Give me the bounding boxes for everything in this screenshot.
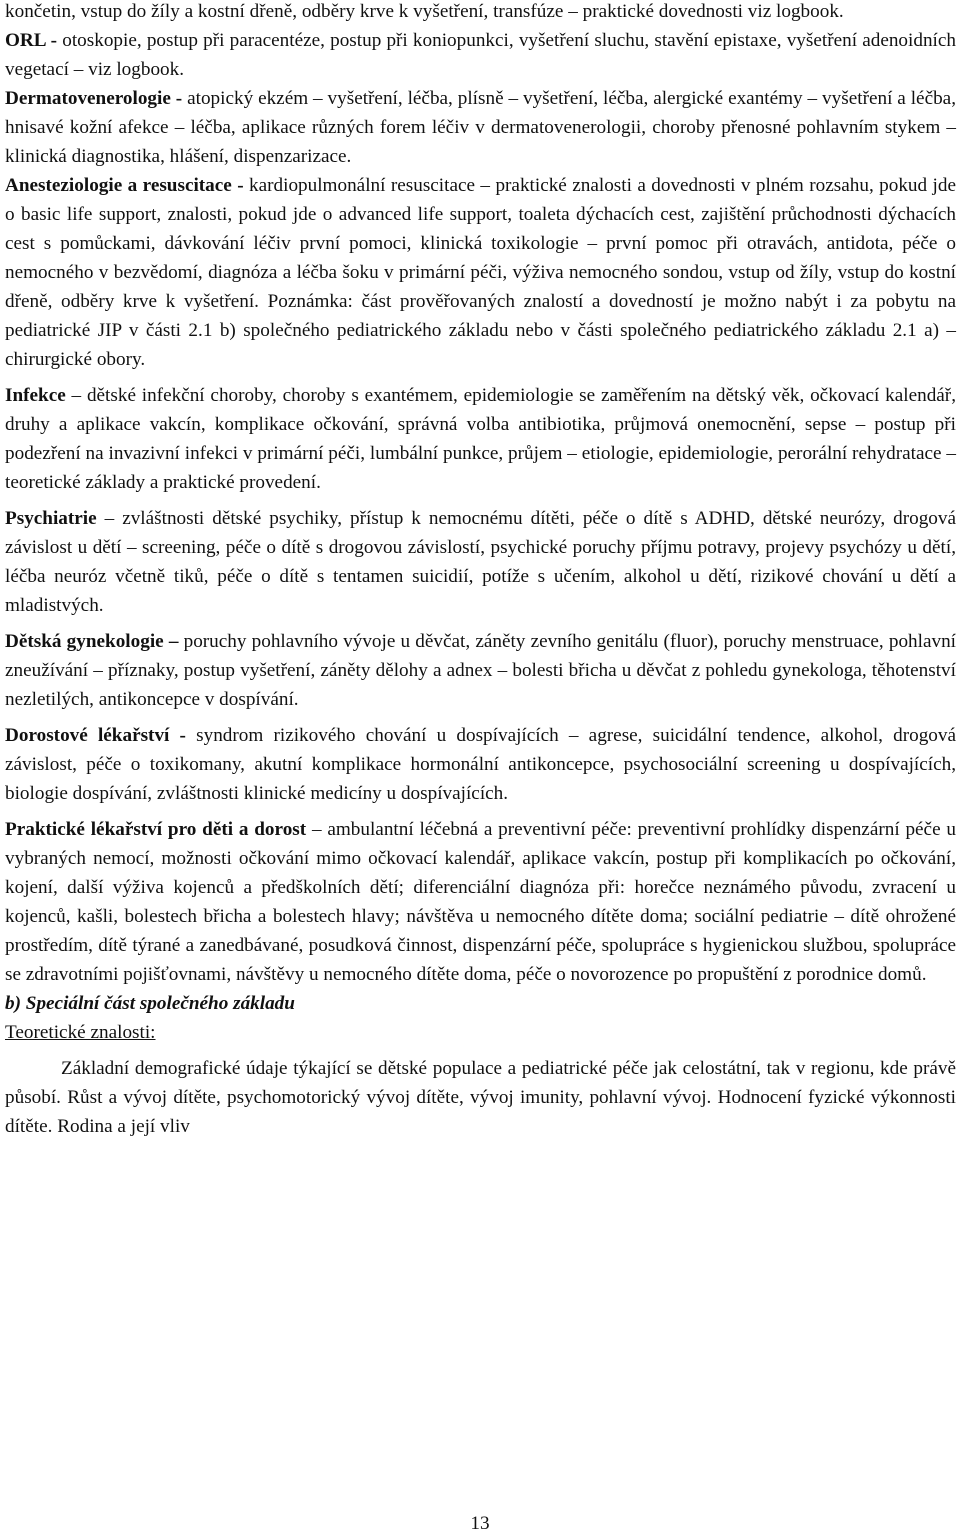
paragraph-anesteziologie [5, 171, 956, 374]
paragraph-heading-psychiatrie: Psychiatrie [5, 508, 97, 529]
paragraph-orl [5, 26, 956, 84]
paragraph-text: kardiopulmonální resuscitace – praktické znalosti a dovednosti v plném rozsahu, pokud jde o basic life support, znalosti, pokud jde o advanced life support, toaleta dýchacích cest, zajištění průchodnosti dýchacích cest s pomůckami, dávkování léčiv první pomoci, klinická toxikologie – první pomoc při otravách, antidota, péče o nemocného v bezvědomí, diagnóza a léčba šoku v primární péči, výživa nemocného sondou, vstup od žíly, vstup do kostní dřeně, odběry krve k vyšetření. Poznámka: část prověřovaných znalostí a dovedností je možno nabýt i za pobytu na pediatrické JIP v části 2.1 b) společného pediatrického základu nebo v části společného pediatrického základu 2.1 a) – chirurgické obory. [5, 175, 956, 370]
paragraph-text: Základní demografické údaje týkající se dětské populace a pediatrické péče jak celostátní, tak v regionu, kde právě působí. Růst a vývoj dítěte, psychomotorický vývoj dítěte, vývoj imunity, pohlavní vývoj. Hodnocení fyzické výkonnosti dítěte. Rodina a její vliv [5, 1058, 956, 1137]
paragraph-demografie [5, 1054, 956, 1141]
paragraph-continuation [5, 0, 956, 26]
paragraph-detska-gynekologie [5, 627, 956, 714]
paragraph-heading-infekce: Infekce [5, 385, 66, 406]
paragraph-text: syndrom rizikového chování u dospívajících – agrese, suicidální tendence, alkohol, drogová závislost, péče o toxikomany, akutní komplikace hormonální antikoncepce, psychosociální screening u dospívajících, biologie dospívání, zvláštnosti klinické medicíny u dospívajících. [5, 725, 957, 804]
section-heading: b) Speciální část společného základu [5, 993, 295, 1014]
paragraph-infekce [5, 381, 956, 497]
paragraph-heading-prakticke-lekarstvi: Praktické lékařství pro děti a dorost [5, 819, 307, 840]
paragraph-text: – zvláštnosti dětské psychiky, přístup k nemocnému dítěti, péče o dítě s ADHD, dětské neurózy, drogová závislost u dětí – screening, péče o dítě s drogovou závislostí, psychické poruchy příjmu potravy, projevy psychózy u dětí, léčba neuróz včetně tiků, péče o dítě s tentamen suicidií, potíže s učením, alkohol u dětí, rizikové chování u dětí a mladistvých. [5, 508, 956, 616]
paragraph-text: otoskopie, postup při paracentéze, postup při koniopunkci, vyšetření sluchu, stavění epistaxe, vyšetření adenoidních vegetací – viz logbook. [5, 30, 956, 80]
paragraph-prakticke-lekarstvi [5, 815, 956, 989]
paragraph-heading-detska-gynekologie: Dětská gynekologie – [5, 631, 179, 652]
paragraph-heading-orl: ORL - [5, 30, 58, 51]
paragraph-text: – ambulantní léčebná a preventivní péče: preventivní prohlídky dispenzární péče u vybraných nemocí, možnosti očkování mimo očkovací kalendář, aplikace vakcín, postup při komplikacích po očkování, kojení, další výživa kojenců a předškolních dětí; diferenciální diagnóza při: horečce neznámého původu, zvracení u kojenců, kašli, bolestech břicha a bolestech hlavy; návštěva u nemocného dítěte doma; sociální pediatrie – dítě ohrožené prostředím, dítě týrané a zanedbávané, posudková činnost, dispenzární péče, spolupráce s hygienickou službou, spolupráce se zdravotními pojišťovnami, návštěvy u nemocného dítěte doma, péče o novorozence po propuštění z porodnice domů. [5, 819, 956, 985]
paragraph-dorostove-lekarstvi [5, 721, 956, 808]
paragraph-heading-dermatovenerologie: Dermatovenerologie - [5, 88, 183, 109]
paragraph-heading-dorostove-lekarstvi: Dorostové lékařství - [5, 725, 186, 746]
paragraph-text: poruchy pohlavního vývoje u děvčat, záněty zevního genitálu (fluor), poruchy menstruace, pohlavní zneužívání – příznaky, postup vyšetření, záněty dělohy a adnex – bolesti břicha u děvčat z pohledu gynekologa, těhotenství nezletilých, antikoncepce v dospívání. [5, 631, 957, 710]
paragraph-dermatovenerologie [5, 84, 956, 171]
paragraph-text: končetin, vstup do žíly a kostní dřeně, odběry krve k vyšetření, transfúze – praktické dovednosti viz logbook. [5, 1, 844, 22]
paragraph-psychiatrie [5, 504, 956, 620]
paragraph-text: atopický ekzém – vyšetření, léčba, plísně – vyšetření, léčba, alergické exantémy – vyšetření a léčba, hnisavé kožní afekce – léčba, aplikace různých forem léčiv v dermatovenerologii, choroby přenosné pohlavním stykem – klinická diagnostika, hlášení, dispenzarizace. [5, 88, 956, 167]
document-page [5, 0, 956, 1141]
page-number: 13 [470, 1513, 490, 1534]
paragraph-text: – dětské infekční choroby, choroby s exantémem, epidemiologie se zaměřením na dětský věk, očkovací kalendář, druhy a aplikace vakcín, komplikace očkování, správná volba antibiotika, průjmová onemocnění, sepse – postup při podezření na invazivní infekci v primární péči, lumbální punkce, průjem – etiologie, epidemiologie, perorální rehydratace – teoretické základy a praktické provedení. [5, 385, 956, 493]
subheading-teoreticke-znalosti: Teoretické znalosti: [5, 1022, 156, 1043]
paragraph-heading-anesteziologie: Anesteziologie a resuscitace - [5, 175, 244, 196]
